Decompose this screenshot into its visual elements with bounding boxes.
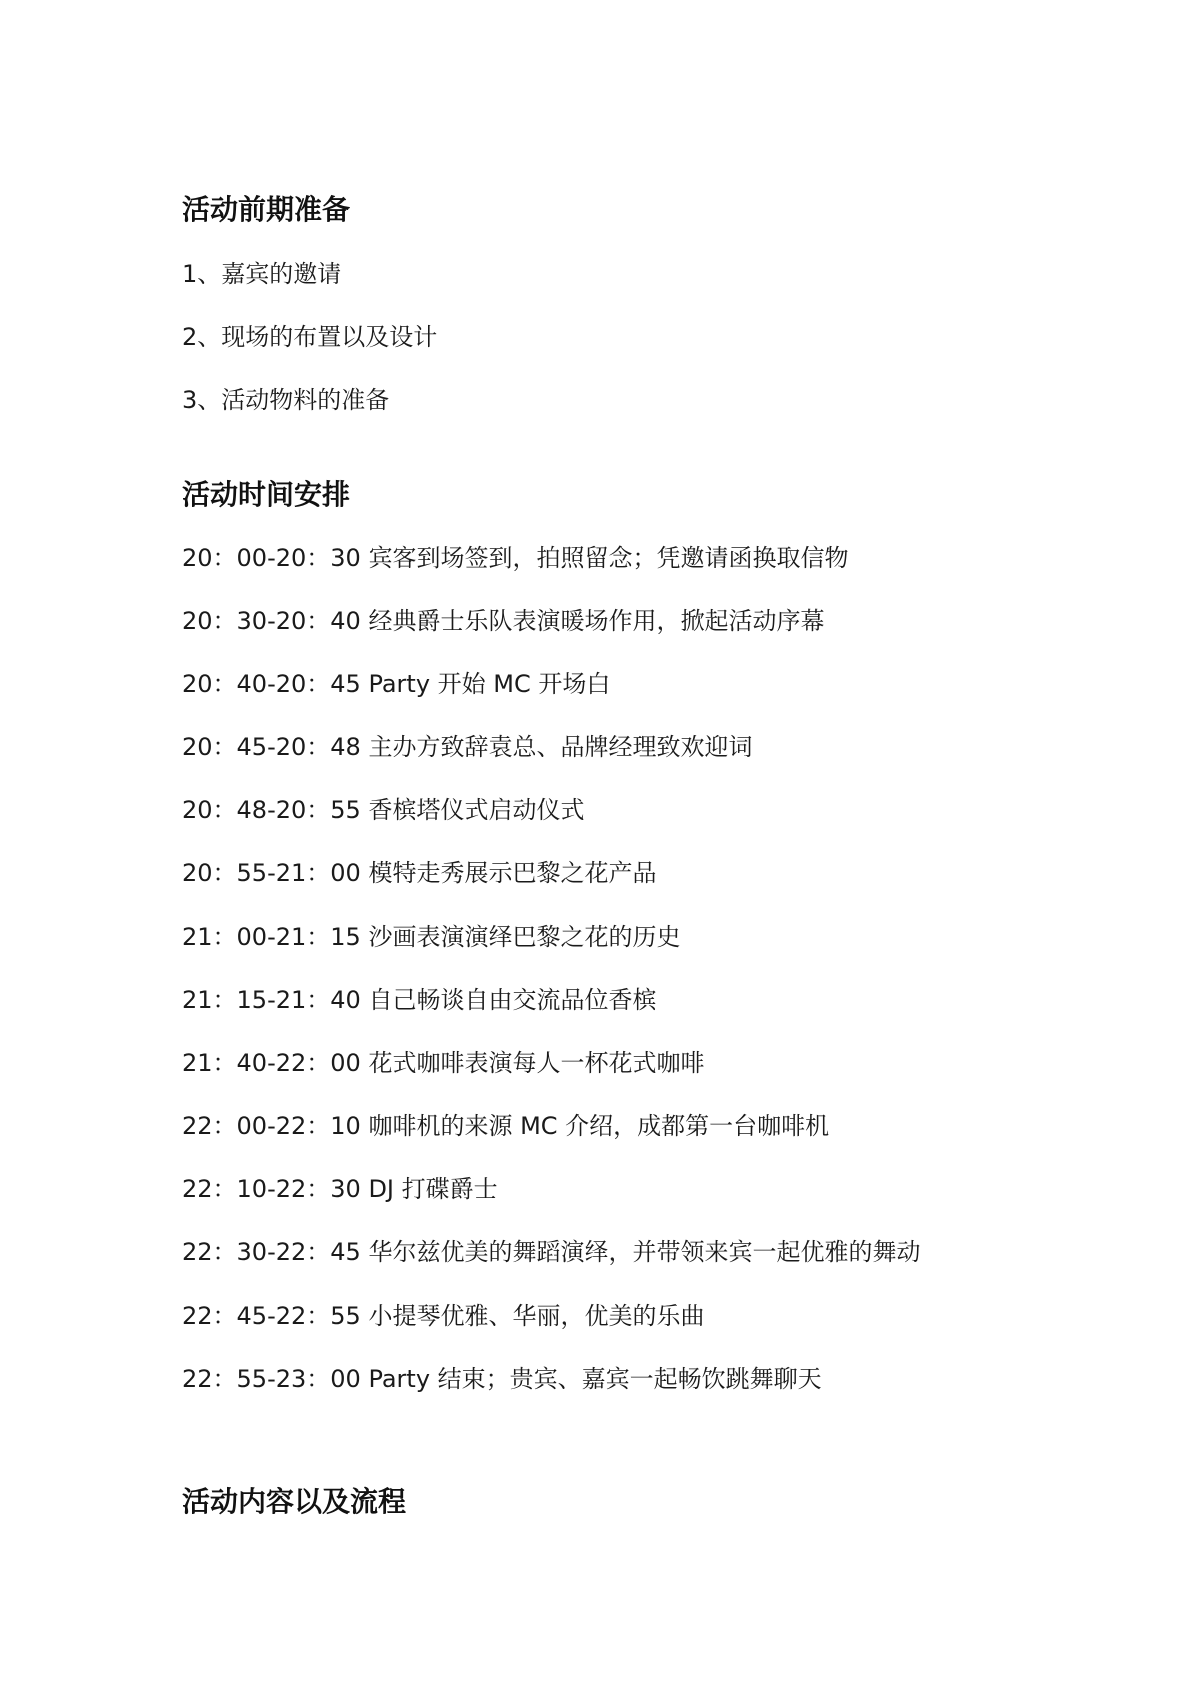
- schedule-item: 21：00-21：15 沙画表演演绎巴黎之花的历史: [182, 923, 681, 951]
- schedule-item: 22：45-22：55 小提琴优雅、华丽，优美的乐曲: [182, 1302, 705, 1330]
- schedule-item: 20：45-20：48 主办方致辞袁总、品牌经理致欢迎词: [182, 733, 753, 761]
- schedule-item: 20：00-20：30 宾客到场签到，拍照留念；凭邀请函换取信物: [182, 544, 849, 572]
- prep-item-venue: 2、现场的布置以及设计: [182, 323, 438, 351]
- schedule-item: 21：15-21：40 自己畅谈自由交流品位香槟: [182, 986, 657, 1014]
- schedule-item: 20：48-20：55 香槟塔仪式启动仪式: [182, 796, 585, 824]
- schedule-item: 22：00-22：10 咖啡机的来源 MC 介绍，成都第一台咖啡机: [182, 1112, 830, 1140]
- schedule-item: 20：30-20：40 经典爵士乐队表演暖场作用，掀起活动序幕: [182, 607, 825, 635]
- schedule-item: 22：10-22：30 DJ 打碟爵士: [182, 1175, 498, 1203]
- schedule-item: 21：40-22：00 花式咖啡表演每人一杯花式咖啡: [182, 1049, 705, 1077]
- section-heading-schedule: 活动时间安排: [182, 478, 351, 511]
- schedule-item: 20：40-20：45 Party 开始 MC 开场白: [182, 670, 611, 698]
- schedule-item: 20：55-21：00 模特走秀展示巴黎之花产品: [182, 859, 657, 887]
- prep-item-materials: 3、活动物料的准备: [182, 386, 390, 414]
- prep-item-invite: 1、嘉宾的邀请: [182, 260, 342, 288]
- section-heading-prep: 活动前期准备: [182, 193, 351, 226]
- section-heading-flow: 活动内容以及流程: [182, 1485, 407, 1518]
- schedule-item: 22：55-23：00 Party 结束；贵宾、嘉宾一起畅饮跳舞聊天: [182, 1365, 822, 1393]
- schedule-item: 22：30-22：45 华尔兹优美的舞蹈演绎，并带领来宾一起优雅的舞动: [182, 1238, 921, 1266]
